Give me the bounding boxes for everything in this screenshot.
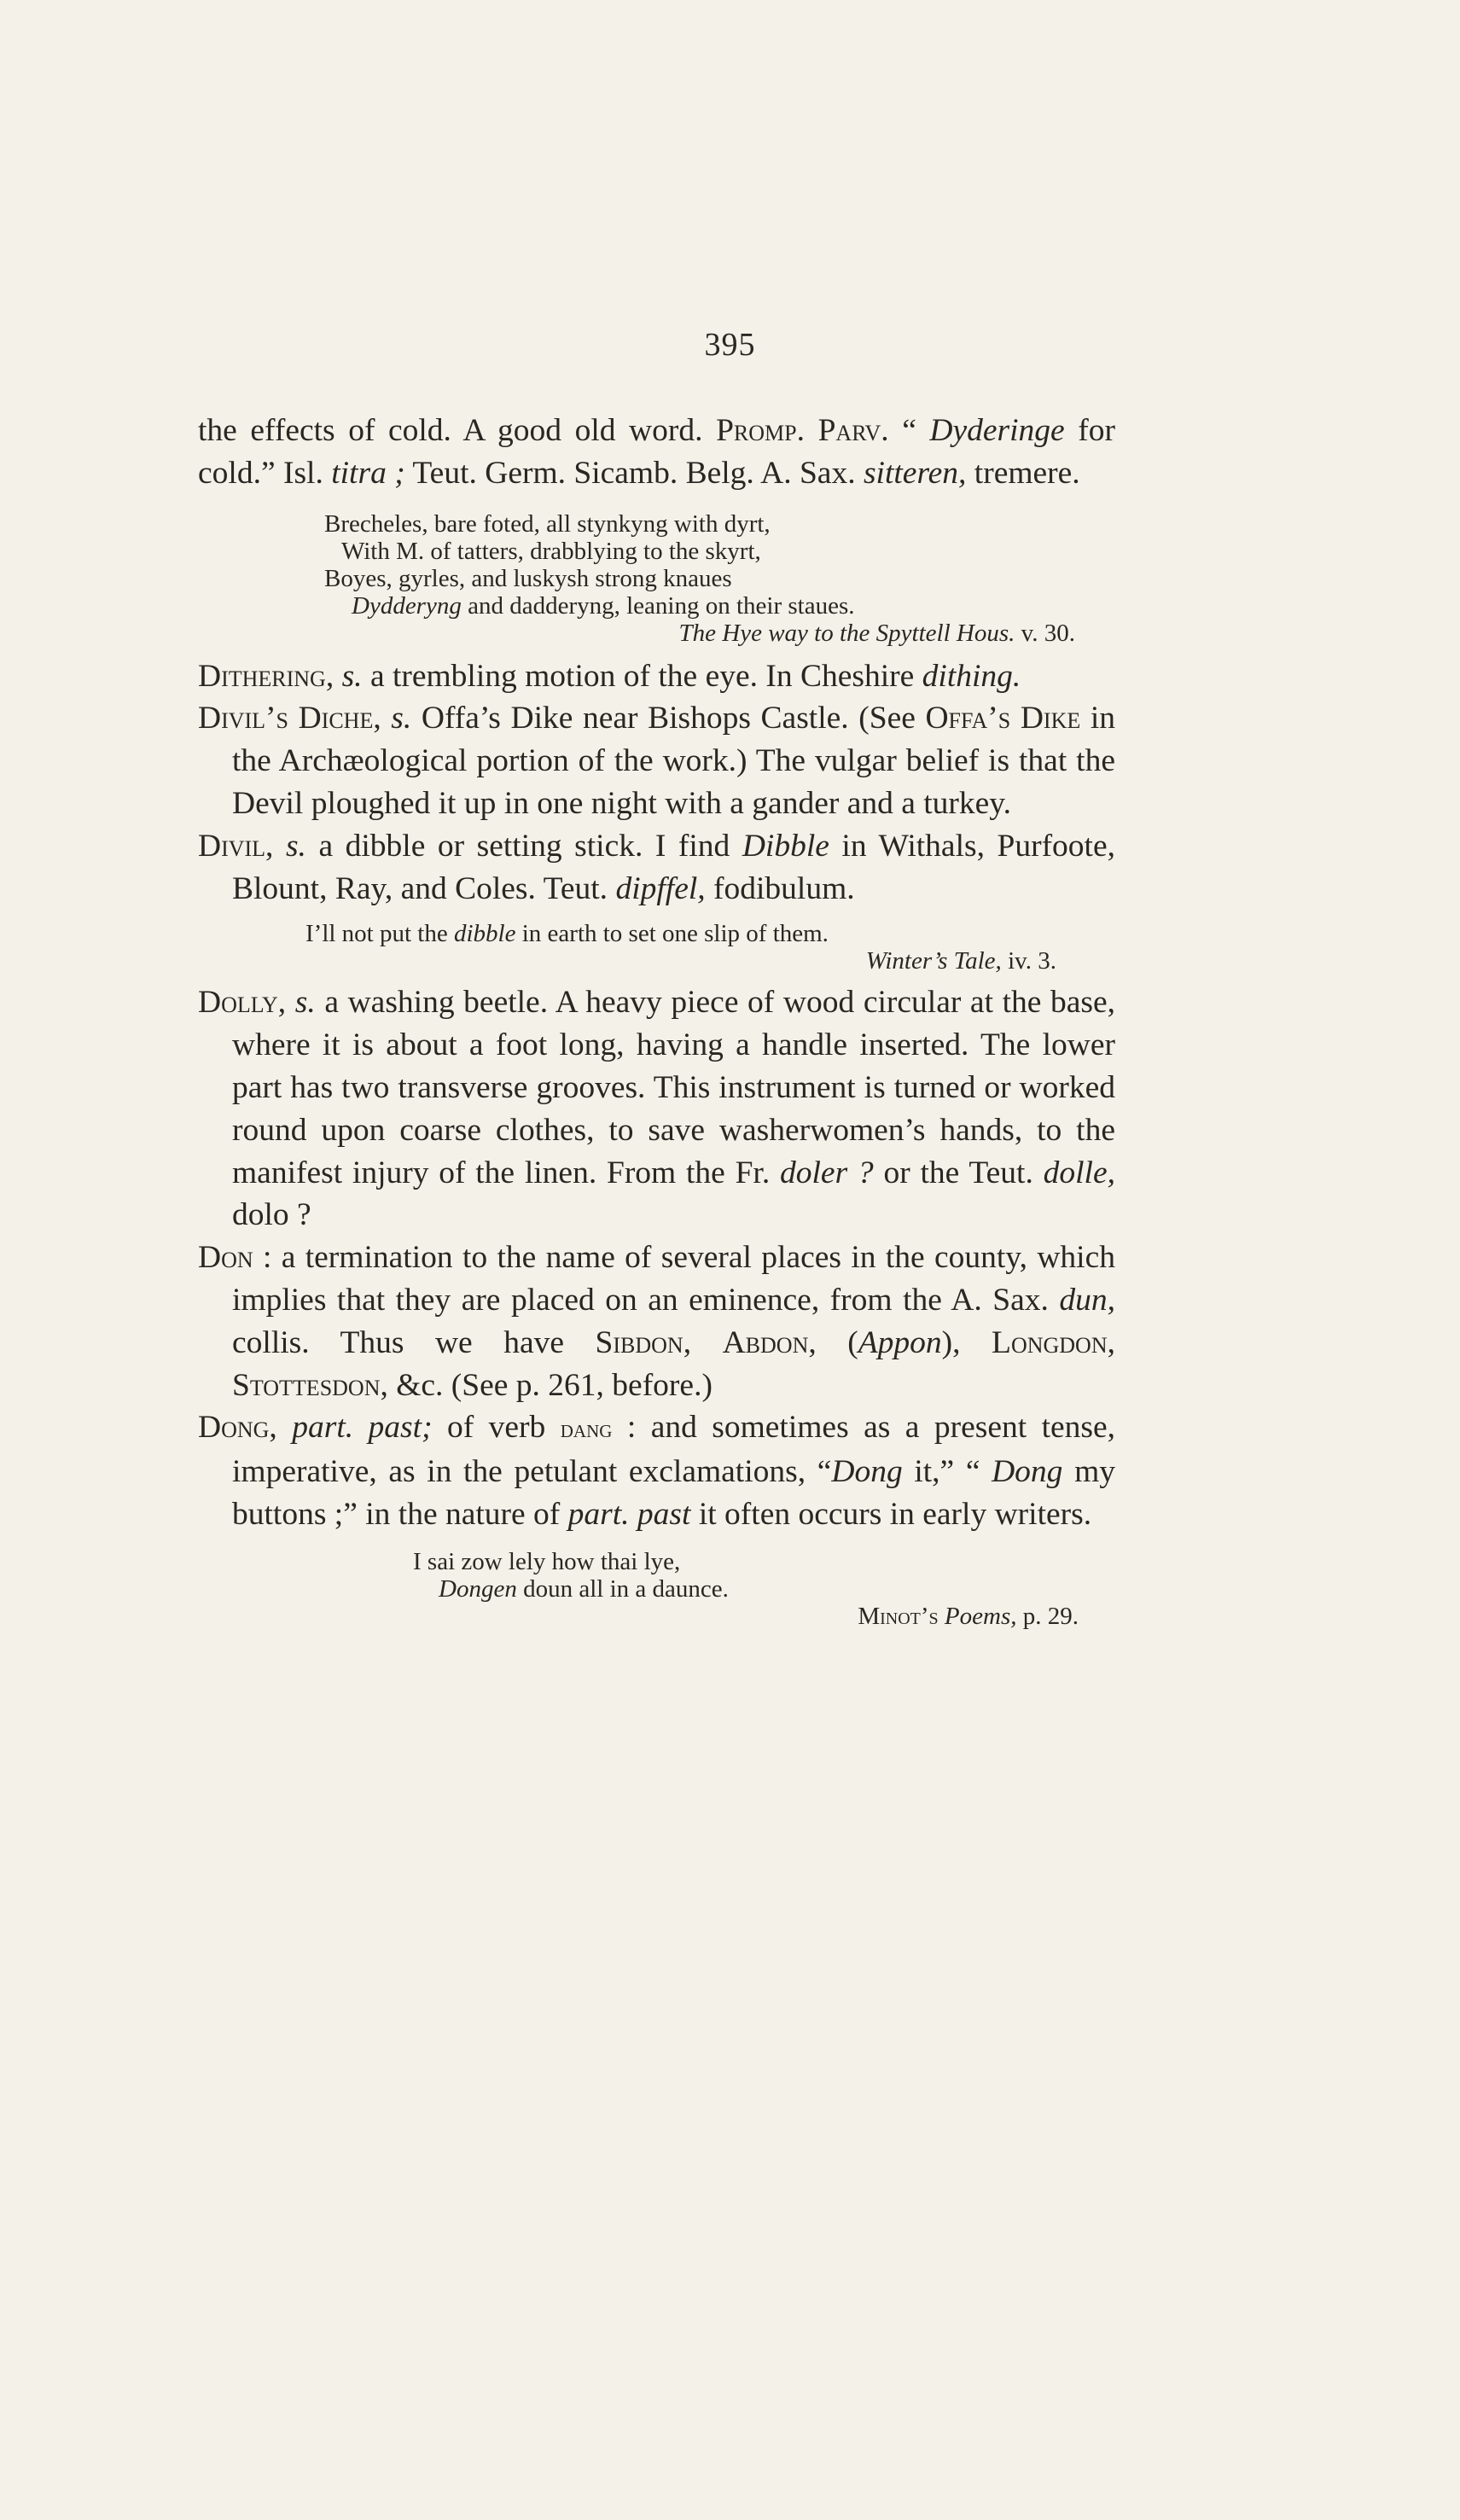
text-run: of verb	[432, 1410, 561, 1446]
entry-dolly	[198, 981, 1115, 1237]
entry-dong	[198, 1406, 1115, 1535]
text-run: my buttons ;” in the nature of	[232, 1454, 1115, 1532]
italic-word: Dong	[992, 1454, 1063, 1490]
part-of-speech: s.	[334, 658, 363, 694]
text-run: fodibulum.	[705, 870, 855, 906]
headword: Dithering,	[198, 658, 334, 694]
text-run: “	[902, 413, 930, 448]
text-run: Teut. Germ. Sicamb.	[404, 455, 678, 491]
verse-quote-hye-way	[324, 510, 1075, 647]
italic-word: dibble	[453, 920, 516, 948]
text-run: v. 30.	[1015, 619, 1075, 647]
text-run: for cold.” Isl.	[198, 413, 1115, 491]
place-name: Longdon	[992, 1324, 1108, 1360]
italic-word: part. past	[567, 1496, 691, 1532]
headword: Divil’s Diche,	[198, 701, 381, 736]
text-run: , (	[808, 1324, 858, 1360]
author-name: Minot’s	[858, 1602, 939, 1630]
text-run: Belg. A. Sax.	[685, 455, 864, 491]
text-run: in the Archæological portion of the work.) The vulgar belief is that the Devil ploughed it up in one night with a gander and a turkey.	[232, 701, 1115, 821]
text-run: ),	[941, 1324, 992, 1360]
verse-quote-minot	[413, 1548, 1079, 1630]
italic-word: titra ;	[331, 455, 405, 491]
verse-line: Brecheles, bare foted, all stynkyng with dyrt,	[324, 509, 771, 538]
part-of-speech: s.	[273, 828, 306, 864]
text-run: the effects of cold. A good old word.	[198, 413, 717, 448]
headword: Divil,	[198, 828, 274, 864]
part-of-speech: s.	[286, 985, 316, 1021]
italic-word: Appon	[858, 1324, 942, 1360]
text-column	[198, 410, 1115, 1630]
verse-line	[305, 920, 1056, 947]
verse-line: Boyes, gyrles, and luskysh strong knaues	[324, 564, 732, 592]
quote-source	[324, 620, 1075, 647]
text-run: a dibble or setting stick. I find	[305, 828, 742, 864]
text-run: in earth to set one slip of them.	[515, 920, 829, 948]
italic-title: Poems,	[938, 1602, 1017, 1630]
text-run: a trembling motion of the eye. In Cheshire	[362, 658, 922, 694]
place-name: Stottesdon	[232, 1367, 381, 1403]
continuation-paragraph	[198, 410, 1115, 495]
entry-divils-diche	[198, 697, 1115, 824]
verse-line: I sai zow lely how thai lye,	[413, 1547, 681, 1575]
italic-title: Winter’s Tale,	[865, 947, 1002, 975]
italic-word: Dydderyng	[352, 591, 462, 620]
text-run: or the Teut.	[873, 1155, 1044, 1190]
verse-line: With M. of tatters, drabblying to the skyrt,	[341, 537, 761, 565]
text-run: in Withals, Purfoote, Blount, Ray, and Coles. Teut.	[232, 828, 1115, 906]
place-name: Sibdon	[595, 1324, 683, 1360]
entry-divil	[198, 825, 1115, 911]
text-run: it,” “	[902, 1454, 992, 1490]
text-run: : a termination to the name of several places in the county, which implies that they are placed on an eminence, from the A. Sax.	[232, 1240, 1115, 1318]
headword: Dolly,	[198, 985, 287, 1021]
text-run: it often occurs in early writers.	[690, 1496, 1092, 1532]
italic-word: dipffel,	[615, 870, 706, 906]
verse-line	[413, 1575, 1079, 1603]
text-run: , &c. (See p. 261, before.)	[380, 1367, 713, 1403]
citation-promptorium: Promp. Parv.	[716, 413, 889, 448]
headword: Don	[198, 1240, 253, 1276]
text-run: collis. Thus we have	[232, 1324, 596, 1360]
italic-word: sitteren,	[863, 455, 967, 491]
entry-don	[198, 1237, 1115, 1406]
text-run: : and sometimes as a present tense, imperative, as in the petulant exclamations, “	[232, 1410, 1116, 1490]
italic-word: dithing.	[922, 658, 1021, 694]
verse-line	[324, 592, 1075, 620]
part-of-speech: s.	[381, 701, 412, 736]
text-run: iv. 3.	[1001, 947, 1056, 975]
text-run: a washing beetle. A heavy piece of wood circular at the base, where it is about a foot long, having a handle inserted. The lower part has two transverse grooves. This instrument is turned or worked round upon coarse clothes, to save washerwomen’s hands, to the manifest injury of the linen. From the Fr.	[232, 985, 1116, 1190]
place-name: Abdon	[722, 1324, 809, 1360]
text-run: p. 29.	[1016, 1602, 1079, 1630]
italic-word: Dibble	[742, 828, 829, 864]
italic-word: Dong	[831, 1454, 903, 1490]
italic-word: Dyderinge	[929, 413, 1065, 448]
page-number: 395	[704, 327, 756, 363]
italic-word: doler ?	[780, 1155, 874, 1190]
italic-word: Dongen	[439, 1574, 517, 1603]
entry-dithering	[198, 655, 1115, 698]
headword: Dong,	[198, 1410, 277, 1446]
text-run: and dadderyng, leaning on their staues.	[461, 591, 855, 620]
verse-quote-winters-tale	[305, 920, 1056, 975]
text-run: ,	[683, 1324, 723, 1360]
text-run: Offa’s Dike near Bishops Castle. (See	[411, 701, 926, 736]
cross-reference: Offa’s Dike	[925, 701, 1081, 736]
text-run: dolo ?	[232, 1197, 311, 1233]
text-run: ,	[1107, 1324, 1115, 1360]
italic-word: dolle,	[1043, 1155, 1115, 1190]
text-run: tremere.	[966, 455, 1080, 491]
italic-word: dun,	[1059, 1282, 1115, 1318]
quote-source	[413, 1603, 1079, 1630]
italic-title: The Hye way to the Spyttell Hous.	[678, 619, 1015, 647]
quote-source	[305, 947, 1056, 975]
text-run: I’ll not put the	[305, 920, 454, 948]
cross-reference: dang	[560, 1415, 613, 1444]
part-of-speech: part. past;	[276, 1410, 433, 1446]
text-run: doun all in a daunce.	[516, 1574, 729, 1603]
